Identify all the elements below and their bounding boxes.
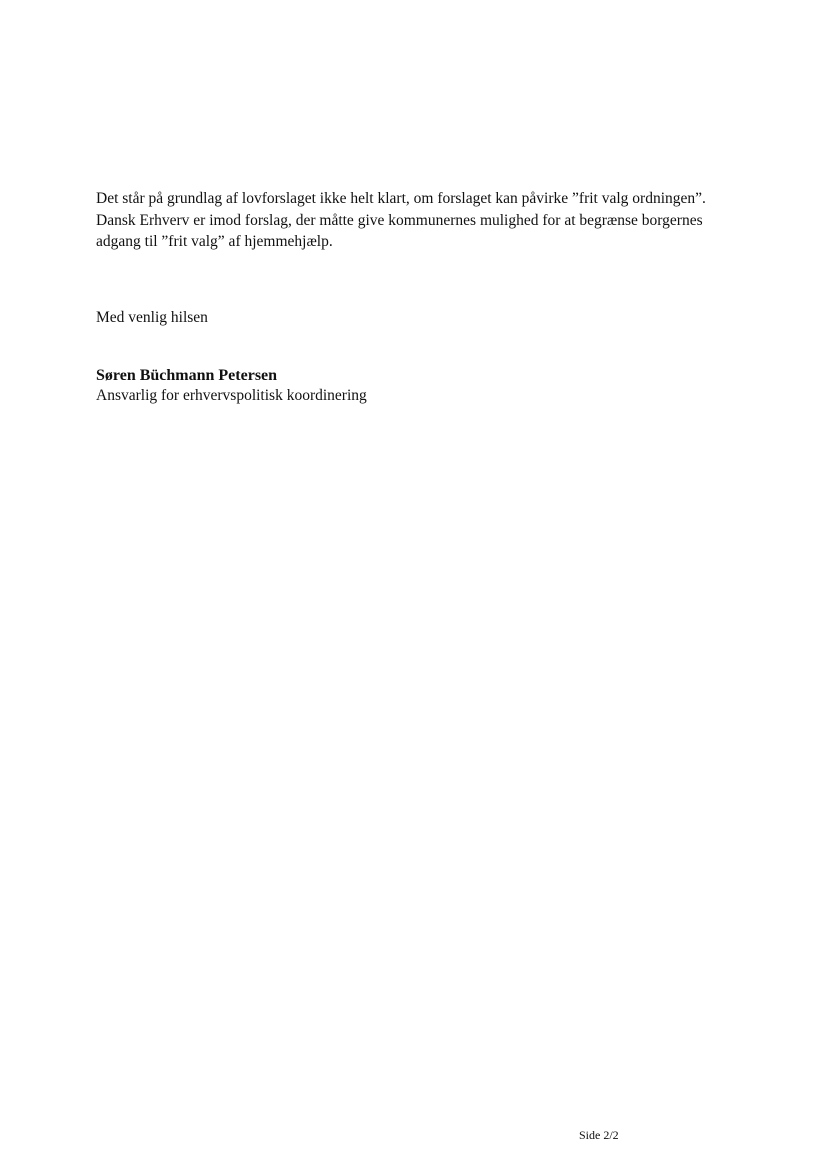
body-paragraph <box>96 188 756 253</box>
closing-salutation: Med venlig hilsen <box>96 309 208 326</box>
paragraph-line: Det står på grundlag af lovforslaget ikke helt klart, om forslaget kan påvirke ”frit valg ordningen”. <box>96 190 706 207</box>
page-number: Side 2/2 <box>579 1128 619 1142</box>
signer-name: Søren Büchmann Petersen <box>96 367 278 384</box>
paragraph-line: adgang til ”frit valg” af hjemmehjælp. <box>96 233 333 250</box>
paragraph-line: Dansk Erhverv er imod forslag, der måtte give kommunernes mulighed for at begrænse borgernes <box>96 211 703 229</box>
signer-title: Ansvarlig for erhvervspolitisk koordinering <box>96 387 367 404</box>
